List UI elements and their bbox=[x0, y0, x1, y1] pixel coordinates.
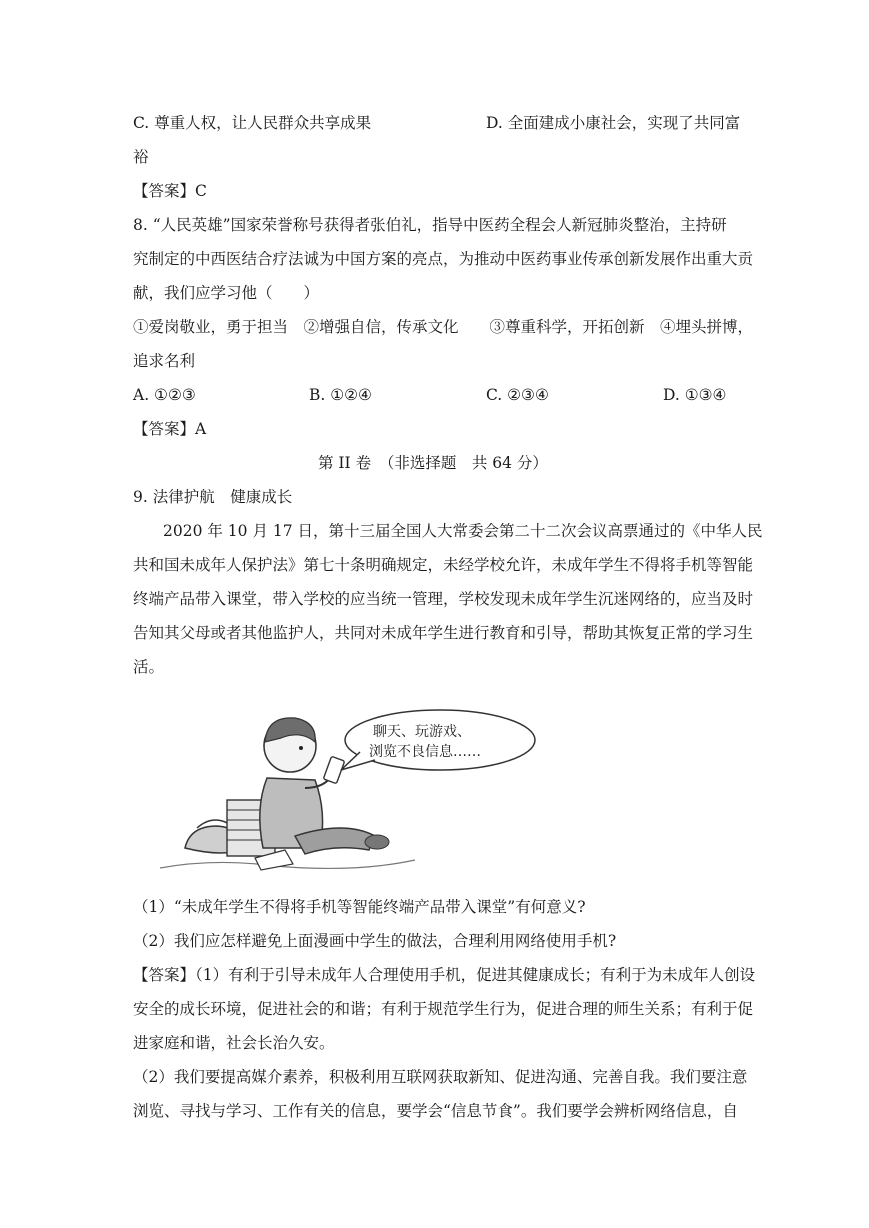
section-title: 第 II 卷 （非选择题 共 64 分） bbox=[318, 454, 548, 472]
q8-stem-line-2: 究制定的中西医结合疗法诚为中国方案的亮点，为推动中医药事业传承创新发展作出重大贡 bbox=[133, 250, 754, 268]
q8-option-b: B. ①②④ bbox=[309, 386, 372, 404]
q9-answer-line-3: 进家庭和谐，社会长治久安。 bbox=[133, 1034, 335, 1052]
q7-option-d-continued: 裕 bbox=[133, 148, 149, 166]
q7-option-c: C. 尊重人权，让人民群众共享成果 bbox=[133, 114, 372, 132]
q9-answer-line-1: 【答案】（1）有利于引导未成年人合理使用手机，促进其健康成长；有利于为未成年人创设 bbox=[133, 966, 756, 984]
q9-subquestion-2: （2）我们应怎样避免上面漫画中学生的做法，合理利用网络使用手机? bbox=[133, 932, 617, 950]
q7-option-d: D. 全面建成小康社会，实现了共同富 bbox=[486, 114, 741, 132]
cartoon-bubble-line-1: 聊天、玩游戏、 bbox=[373, 724, 471, 740]
q9-paragraph-line-4: 告知其父母或者其他监护人，共同对未成年学生进行教育和引导，帮助其恢复正常的学习生 bbox=[133, 624, 754, 642]
q7-answer: 【答案】C bbox=[133, 182, 207, 200]
q9-paragraph-line-1: 2020 年 10 月 17 日，第十三届全国人大常委会第二十二次会议高票通过的《中华人民 bbox=[163, 522, 763, 540]
cartoon-illustration bbox=[155, 708, 545, 878]
q8-stem-line-1: 8. “人民英雄”国家荣誉称号获得者张伯礼，指导中医药全程会人新冠肺炎整治，主持研 bbox=[133, 216, 727, 234]
q8-option-d: D. ①③④ bbox=[663, 386, 727, 404]
q9-answer-line-2: 安全的成长环境，促进社会的和谐；有利于规范学生行为，促进合理的师生关系；有利于促 bbox=[133, 1000, 754, 1018]
q9-paragraph-line-5: 活。 bbox=[133, 658, 165, 676]
q8-answer: 【答案】A bbox=[133, 420, 207, 438]
q8-items-line-1: ①爱岗敬业，勇于担当 ②增强自信，传承文化 ③尊重科学，开拓创新 ④埋头拼博， bbox=[133, 318, 754, 336]
q8-option-a: A. ①②③ bbox=[133, 386, 196, 404]
q8-items-line-2: 追求名利 bbox=[133, 352, 196, 370]
q9-paragraph-line-3: 终端产品带入课堂，带入学校的应当统一管理，学校发现未成年学生沉迷网络的，应当及时 bbox=[133, 590, 754, 608]
q9-title: 9. 法律护航 健康成长 bbox=[133, 488, 293, 506]
q9-subquestion-1: （1）“未成年学生不得将手机等智能终端产品带入课堂”有何意义? bbox=[133, 898, 586, 916]
q8-stem-line-3: 献，我们应学习他（ ） bbox=[133, 284, 320, 302]
q8-option-c: C. ②③④ bbox=[486, 386, 549, 404]
q9-answer-line-4: （2）我们要提高媒介素养，积极利用互联网获取新知、促进沟通、完善自我。我们要注意 bbox=[133, 1068, 748, 1086]
q9-answer-line-5: 浏览、寻找与学习、工作有关的信息，要学会“信息节食”。我们要学会辨析网络信息，自 bbox=[133, 1102, 738, 1120]
cartoon-bubble-line-2: 浏览不良信息…… bbox=[369, 744, 481, 760]
q9-paragraph-line-2: 共和国未成年人保护法》第七十条明确规定，未经学校允许，未成年学生不得将手机等智能 bbox=[133, 556, 754, 574]
